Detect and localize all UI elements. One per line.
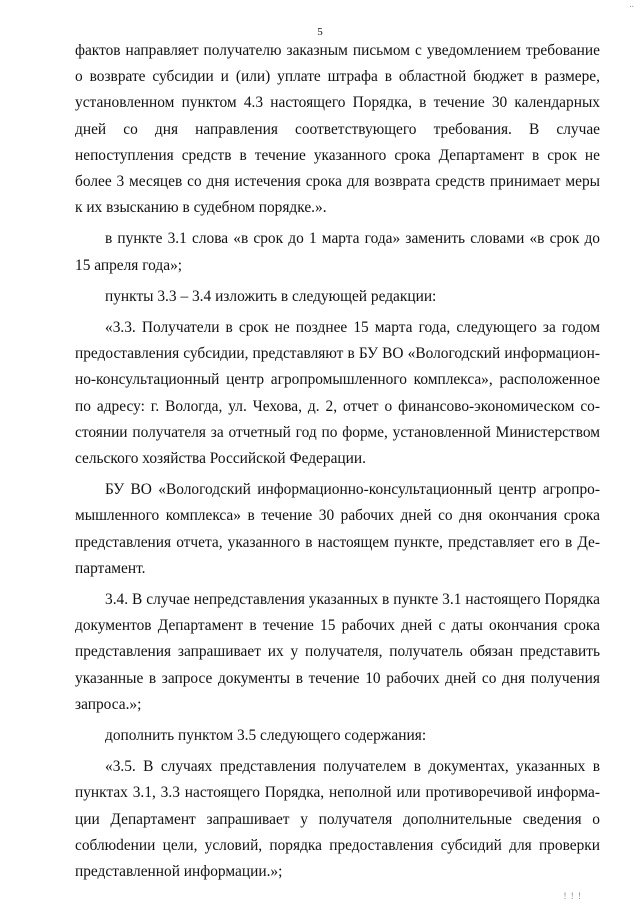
page-number: 5 xyxy=(317,26,323,38)
paragraph-bu-vo: БУ ВО «Вологодский информационно-консультационный центр агропромышленного комплекса» в течение 30 рабочих дней со дня окончания срока представления отчета, указанного в настоящем пункте, представляет его в Департамент. xyxy=(75,481,600,577)
paragraph-clause-3-5: «3.5. В случаях представления получателем в документах, указанных в пунктах 3.1, 3.3 настоящего Порядка, неполной или противоречивой информации Департамент запрашивает у получателя дополнительные сведения о соблюdении цели, условий, порядка предоставления субсидий для проверки представленной информации.»; xyxy=(75,758,600,881)
corner-mark: .. xyxy=(629,0,634,9)
paragraph-clause-3-3: «3.3. Получатели в срок не позднее 15 марта года, следующего за годом предоставления субсидии, представляют в БУ ВО «Вологодский информационно-консультационный центр агропромышленного комплекса», расположенное по адресу: г. Вологда, ул. Чехова, д. 2, отчет о финансово-экономическом состоянии получателя за отчетный год по форме, установленной Министерством сельского хозяйства Российской Федерации. xyxy=(75,319,600,468)
paragraph-amend-3-3-3-4: пункты 3.3 – 3.4 изложить в следующей редакции: xyxy=(105,287,437,305)
paragraph-clause-3-4: 3.4. В случае непредставления указанных в пункте 3.1 настоящего Порядка документов Департамент в течение 15 рабочих дней с даты окончания срока представления запрашивает их у получателя, получатель обязан представить указанные в запросе документы в течение 10 рабочих дней со дня получения запроса.»; xyxy=(75,591,600,713)
paragraph-add-3-5: дополнить пунктом 3.5 следующего содержания: xyxy=(105,727,427,745)
footer-mark: ! ! ! xyxy=(563,891,582,901)
paragraph-amend-3-1: в пункте 3.1 слова «в срок до 1 марта года» заменить словами «в срок до 15 апреля года»; xyxy=(75,230,600,274)
paragraph-continuation: фактов направляет получателю заказным письмом с уведомлением требование о возврате субсидии и (или) уплате штрафа в областной бюджет в размере, установленном пунктом 4.3 настоящего Порядка, в течение 30 календарных дней со дня направления соответствующего требования. В случае непоступления средств в течение указанного срока Департамент в срок не более 3 месяцев со дня истечения срока для возврата средств принимает меры к их взысканию в судебном порядке.». xyxy=(75,42,600,217)
document-body xyxy=(75,38,600,885)
